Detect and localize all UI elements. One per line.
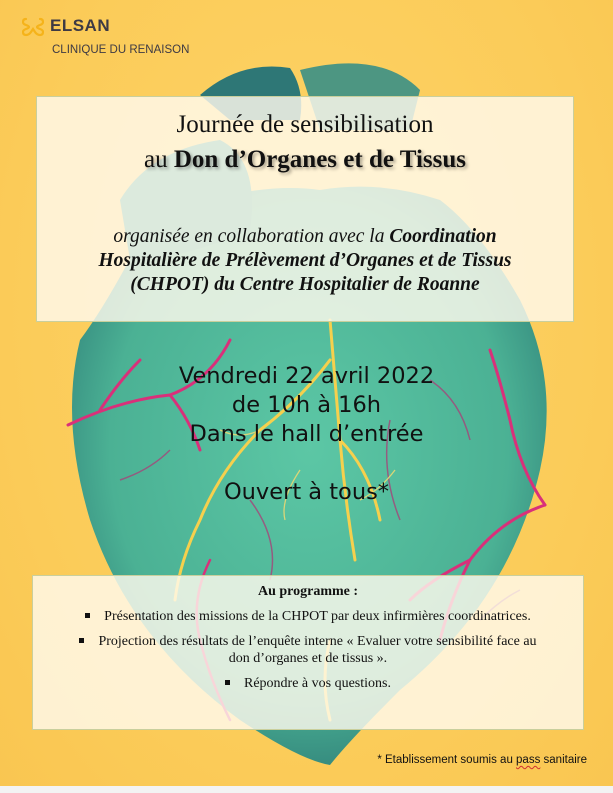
square-bullet-icon <box>225 680 230 685</box>
footnote-prefix: * Etablissement soumis au <box>377 754 517 766</box>
spacer <box>0 449 613 478</box>
event-time: de 10h à 16h <box>231 392 382 418</box>
programme-item <box>33 633 583 667</box>
spellcheck-flagged-word[interactable]: pass <box>516 754 541 766</box>
event-subject-bold: Don d’Organes et de Tissus <box>173 146 467 173</box>
programme-item-text: don d’organes et de tissus ». <box>228 651 388 666</box>
square-bullet-icon <box>79 638 84 643</box>
programme-item <box>33 608 583 625</box>
programme-box <box>32 575 584 730</box>
programme-list <box>33 608 583 700</box>
logo-subtitle: CLINIQUE DU RENAISON <box>52 44 190 56</box>
footnote <box>377 754 587 766</box>
event-location: Dans le hall d’entrée <box>189 421 424 447</box>
square-bullet-icon <box>85 613 90 618</box>
footnote-suffix: sanitaire <box>540 754 587 766</box>
organiser-line2: Hospitalière de Prélèvement d’Organes et de Tissus <box>98 250 512 271</box>
event-details <box>0 362 613 507</box>
organiser-line1: Coordination <box>389 226 497 247</box>
event-heading: Journée de sensibilisation <box>176 111 434 138</box>
event-date: Vendredi 22 avril 2022 <box>178 363 435 389</box>
event-audience: Ouvert à tous* <box>223 479 390 505</box>
programme-item-text: Répondre à vos questions. <box>244 676 391 691</box>
event-subject <box>37 146 573 174</box>
programme-item <box>33 675 583 692</box>
programme-item-text: Projection des résultats de l’enquête interne « Evaluer votre sensibilité face au <box>98 634 537 649</box>
organiser-line3: (CHPOT) du Centre Hospitalier de Roanne <box>130 274 480 295</box>
elsan-logo-mark-icon <box>22 16 44 38</box>
programme-title: Au programme : <box>257 584 359 599</box>
event-subject-prefix: au <box>143 146 174 173</box>
logo-name: ELSAN <box>50 16 111 35</box>
organiser-intro: organisée en collaboration avec la <box>113 226 390 247</box>
title-box <box>36 96 574 322</box>
programme-item-text: Présentation des missions de la CHPOT par deux infirmières coordinatrices. <box>104 609 531 624</box>
organiser-text <box>37 225 573 297</box>
